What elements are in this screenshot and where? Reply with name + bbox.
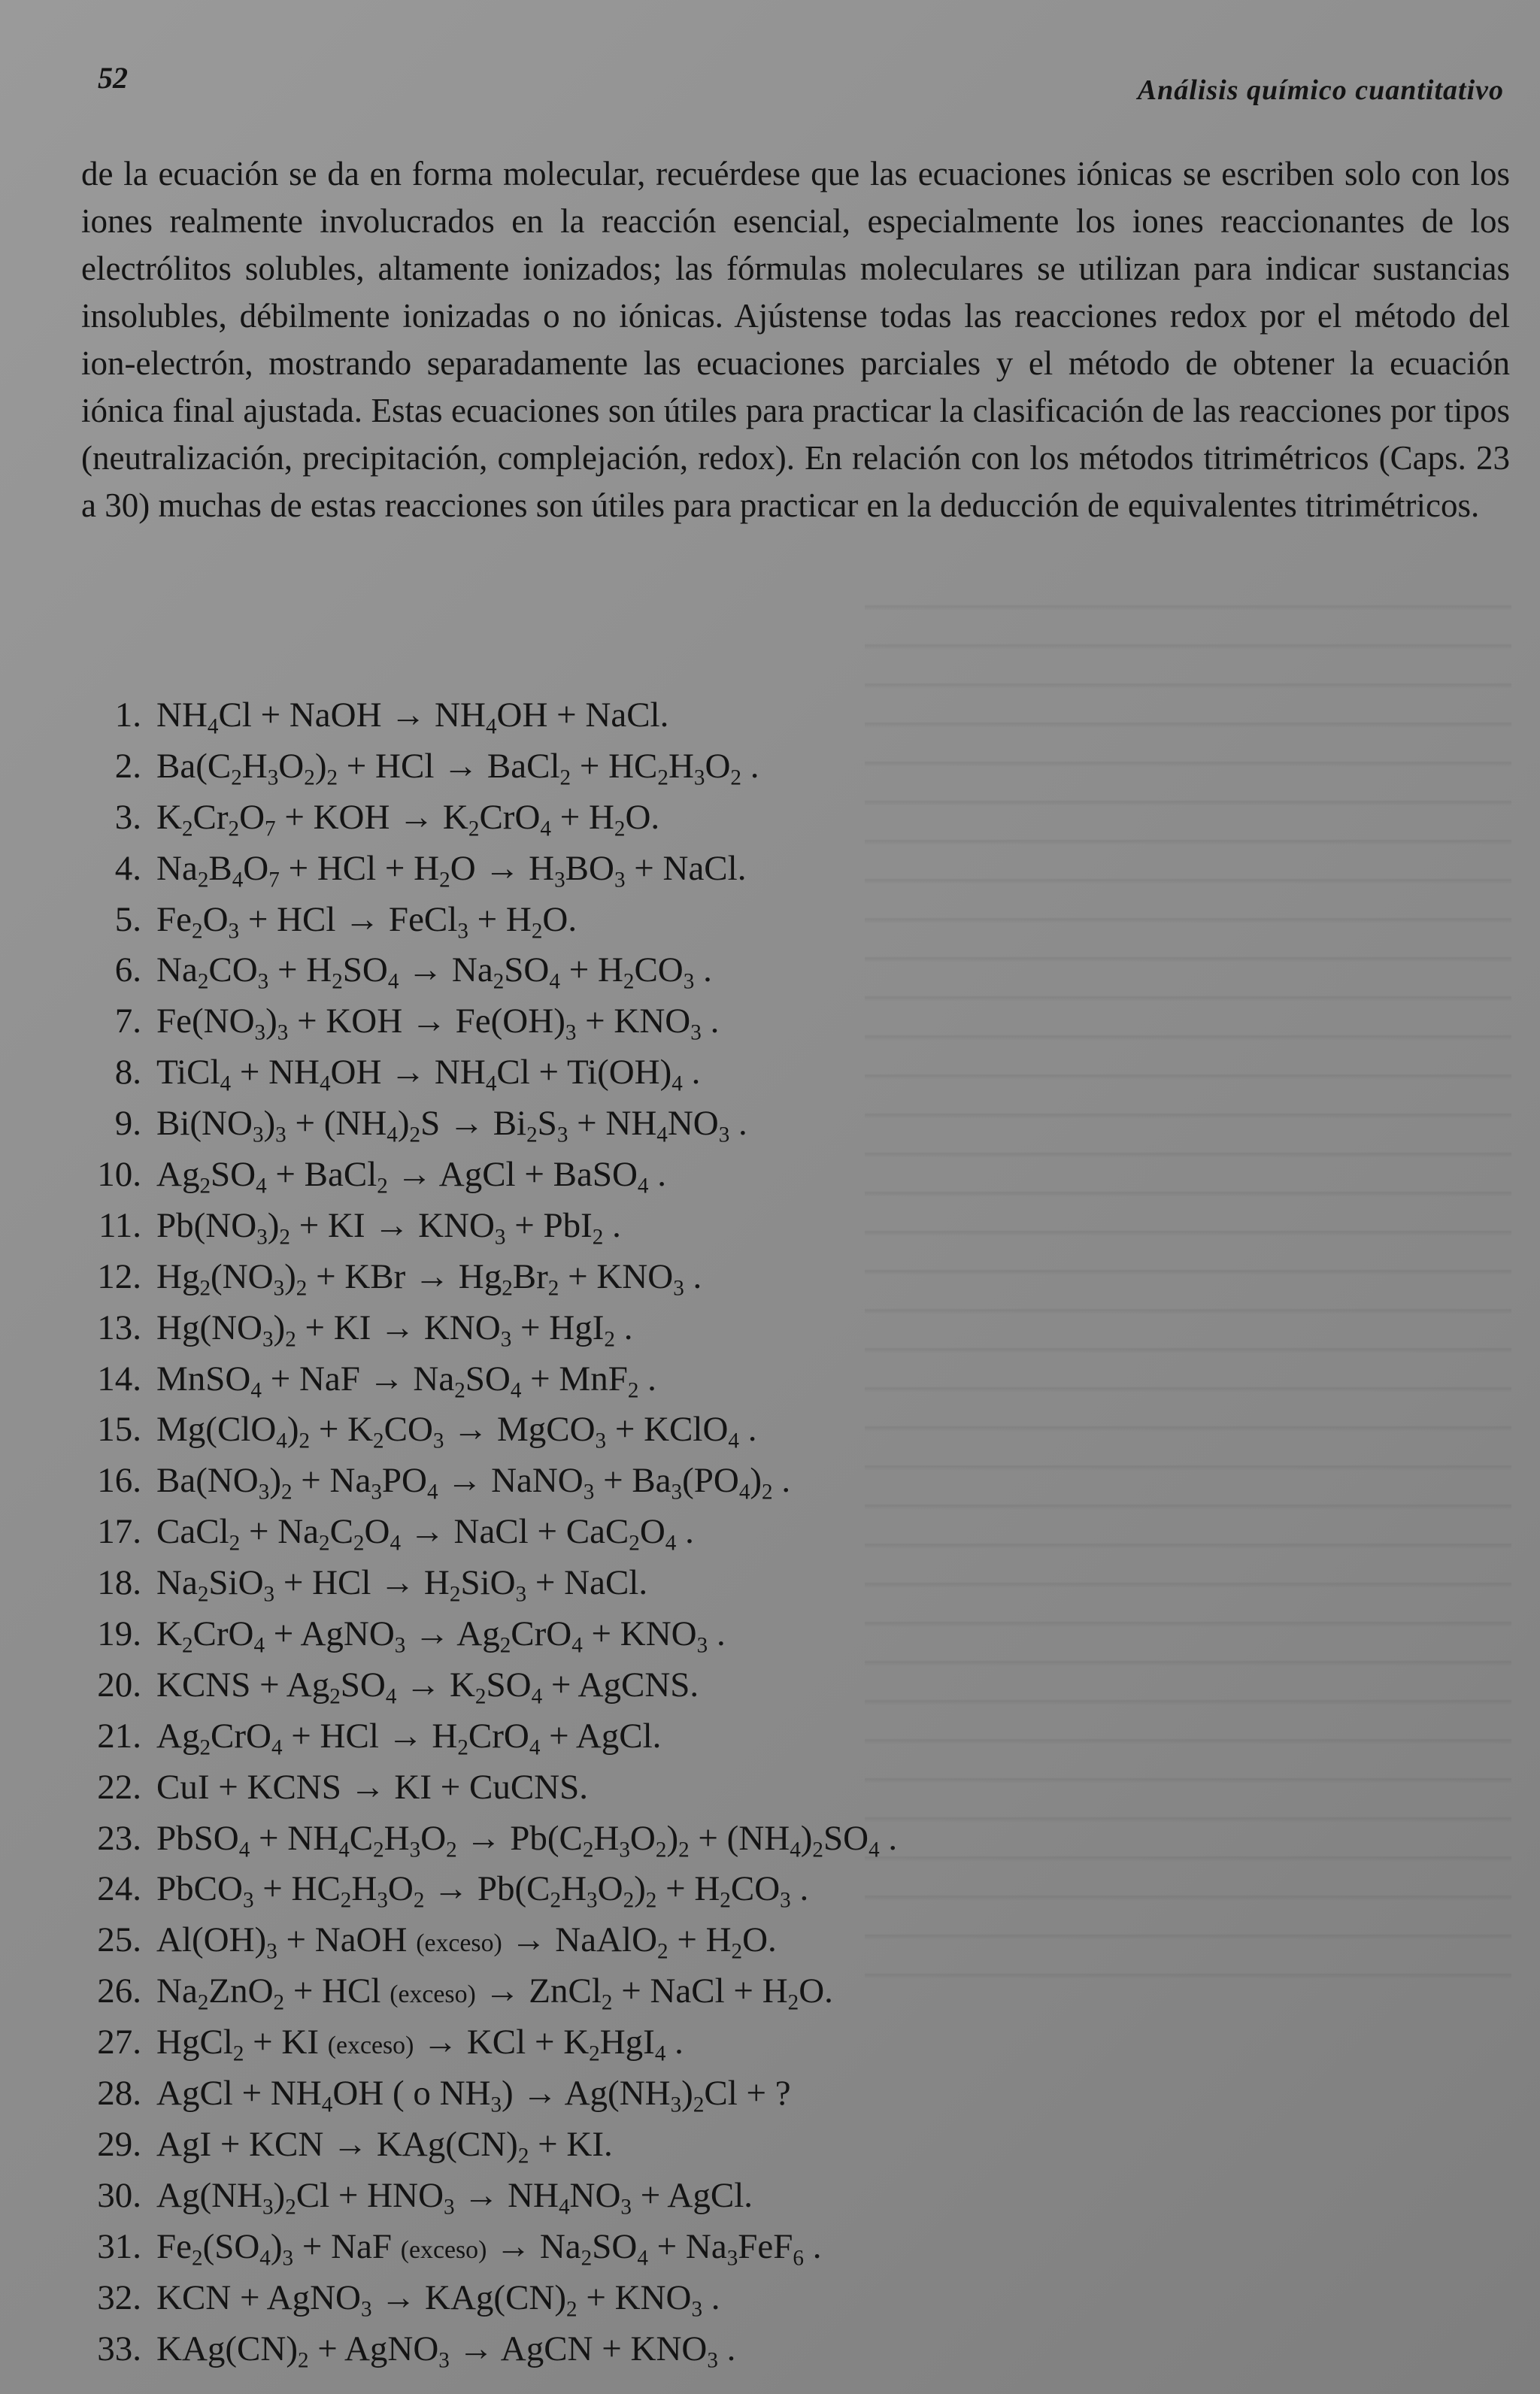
reaction-equation: HgCl$_2$ + KI (exceso) → KCl + $K_2HgI_4$ . (156, 2023, 684, 2066)
reaction-number: 9. (114, 1104, 141, 1144)
reaction-number: 5. (114, 899, 141, 939)
reaction-equation: $Ag_2CrO_4$ + HCl → $H_2CrO_4$ + AgCl. (156, 1716, 662, 1760)
reaction-number: 33. (97, 2329, 141, 2368)
reaction-item (60, 945, 1414, 996)
reaction-equation: $Fe_2O_3$ + HCl → FeCl$_3$ + $H_2O$. (156, 899, 578, 943)
reaction-item (60, 1609, 1414, 1660)
reaction-list (60, 690, 1414, 2374)
reaction-equation: TiCl$_4$ + $NH_4OH \to NH_4Cl + Ti(OH)_4$ . (156, 1053, 701, 1096)
reaction-number: 25. (97, 1920, 141, 1960)
reaction-number: 11. (98, 1205, 141, 1245)
reaction-item (60, 1456, 1414, 1507)
reaction-number: 4. (114, 848, 141, 888)
reaction-equation: $Ba(NO_3)_2 + Na_3PO_4$ → NaNO$_3$ + $Ba_3(PO_4)_2$ . (156, 1461, 791, 1505)
reaction-number: 18. (97, 1563, 141, 1603)
reaction-number: 6. (114, 950, 141, 990)
reaction-item (60, 1150, 1414, 1201)
reaction-number: 26. (97, 1971, 141, 2011)
reaction-item (60, 1814, 1414, 1865)
reaction-item (60, 792, 1414, 844)
reaction-equation: $Fe_2(SO_4)_3$ + NaF (exceso) → $Na_2SO_4 + Na_3FeF_6$ . (156, 2226, 822, 2271)
reaction-equation: $NH_4Cl$ + NaOH → $NH_4OH$ + NaCl. (156, 695, 669, 739)
reaction-item (60, 1405, 1414, 1456)
reaction-item (60, 996, 1414, 1047)
reaction-number: 32. (97, 2277, 141, 2317)
reaction-equation: KCNS + $Ag_2SO_4 \to K_2SO_4$ + AgCNS. (156, 1665, 699, 1709)
reaction-equation: $Ba(C_2H_3O_2)_2$ + HCl → BaCl$_2$ + $HC_2H_3O_2$ . (156, 746, 759, 790)
intro-paragraph: de la ecuación se da en forma molecular, recuérdese que las ecuaciones iónicas se escriben solo con los iones realmente involucrados en la reacción esencial, especialmente los iones reaccionantes de los electrólitos solubles, altamente ionizados; las fórmulas moleculares se utilizan para indicar sustancias insolubles, débilmente ionizadas o no iónicas. Ajústense todas las reacciones redox por el método del ion-electrón, mostrando separadamente las ecuaciones parciales y el método de obtener la ecuación iónica final ajustada. Estas ecuaciones son útiles para practicar la clasificación de las reacciones por tipos (neutralización, precipitación, complejación, redox). En relación con los métodos titrimétricos (Caps. 23 a 30) muchas de estas reacciones son útiles para practicar en la deducción de equivalentes titrimétricos. (81, 155, 1510, 524)
running-head: Análisis químico cuantitativo (1137, 74, 1504, 106)
reaction-number: 2. (114, 746, 141, 786)
reaction-item (60, 1915, 1414, 1966)
reaction-equation: $Bi(NO_3)_3 + (NH_4)_2S \to Bi_2S_3 + NH_4NO_3$ . (156, 1104, 747, 1147)
reaction-equation: $Pb(NO_3)_2$ + KI → $KNO_3 + PbI_2$ . (156, 1205, 621, 1250)
reaction-number: 16. (97, 1461, 141, 1501)
reaction-number: 27. (97, 2023, 141, 2062)
reaction-equation: CuI + KCNS → KI + CuCNS. (156, 1767, 589, 1807)
reaction-item (60, 1047, 1414, 1099)
reaction-item (60, 1303, 1414, 1354)
reaction-item (60, 1864, 1414, 1915)
reaction-item (60, 2120, 1414, 2171)
page-number: 52 (98, 61, 128, 95)
reaction-item (60, 1711, 1414, 1762)
reaction-number: 8. (114, 1053, 141, 1092)
reaction-equation: $Na_2CO_3 + H_2SO_4 \to Na_2SO_4 + H_2CO_3$ . (156, 950, 712, 994)
reaction-equation: MnSO$_4$ + NaF → $Na_2SO_4 + MnF_2$ . (156, 1359, 656, 1402)
reaction-number: 20. (97, 1665, 141, 1705)
reaction-equation: $Ag(NH_3)_2Cl + HNO_3 \to NH_4NO_3$ + AgCl. (156, 2175, 753, 2220)
reaction-item (60, 2273, 1414, 2324)
reaction-equation: $Hg_2(NO_3)_2$ + KBr → $Hg_2Br_2 + KNO_3$ . (156, 1256, 702, 1301)
reaction-item (60, 2068, 1414, 2120)
reaction-number: 15. (97, 1410, 141, 1450)
reaction-number: 17. (97, 1512, 141, 1552)
reaction-equation: $Ag_2SO_4$ + BaCl$_2$ → AgCl + BaSO$_4$ . (156, 1155, 666, 1199)
reaction-item (60, 1252, 1414, 1303)
reaction-number: 30. (97, 2175, 141, 2215)
reaction-number: 28. (97, 2074, 141, 2114)
reaction-number: 29. (97, 2124, 141, 2164)
reaction-item (60, 1507, 1414, 1558)
reaction-item (60, 2171, 1414, 2222)
reaction-equation: $Na_2SiO_3$ + HCl → $H_2SiO_3$ + NaCl. (156, 1563, 648, 1607)
reaction-number: 13. (97, 1308, 141, 1347)
reaction-item (60, 1201, 1414, 1252)
reaction-number: 31. (97, 2226, 141, 2266)
reaction-item (60, 2017, 1414, 2068)
reaction-number: 10. (97, 1155, 141, 1195)
reaction-number: 24. (97, 1869, 141, 1909)
reaction-item (60, 1762, 1414, 1814)
reaction-number: 1. (114, 695, 141, 735)
reaction-number: 22. (97, 1767, 141, 1807)
reaction-number: 19. (97, 1614, 141, 1654)
reaction-equation: KCN + AgNO$_3$ → $KAg(CN)_2 + KNO_3$ . (156, 2277, 720, 2321)
reaction-item (60, 1558, 1414, 1609)
reaction-equation: $K_2CrO_4$ + AgNO$_3$ → $Ag_2CrO_4 + KNO_3$ . (156, 1614, 726, 1658)
reaction-item (60, 1099, 1414, 1150)
reaction-equation: $Mg(ClO_4)_2 + K_2CO_3$ → MgCO$_3$ + KClO$_4$ . (156, 1410, 757, 1453)
reaction-equation: $Na_2B_4O_7$ + HCl + $H_2O \to H_3BO_3$ + NaCl. (156, 848, 747, 892)
reaction-equation: $K_2Cr_2O_7$ + KOH → $K_2CrO_4 + H_2O$. (156, 797, 660, 841)
reaction-item (60, 2222, 1414, 2273)
reaction-equation: $Fe(NO_3)_3$ + KOH → $Fe(OH)_3 + KNO_3$ . (156, 1002, 720, 1045)
reaction-item (60, 844, 1414, 895)
reaction-equation: CaCl$_2$ + $Na_2C_2O_4$ → NaCl + $CaC_2O_4$ . (156, 1512, 694, 1556)
reaction-number: 12. (97, 1256, 141, 1296)
reaction-item (60, 741, 1414, 792)
reaction-equation: $Al(OH)_3$ + NaOH (exceso) → NaAlO$_2$ + $H_2O$. (156, 1920, 777, 1964)
reaction-equation: AgCl + $NH_4OH$ ( o $NH_3) \to Ag(NH_3)_2Cl$ + ? (156, 2074, 791, 2117)
reaction-item (60, 895, 1414, 946)
reaction-item (60, 1660, 1414, 1711)
page-header (98, 60, 1511, 105)
reaction-item (60, 2324, 1414, 2375)
reaction-equation: $Na_2ZnO_2$ + HCl (exceso) → ZnCl$_2$ + NaCl + $H_2O$. (156, 1971, 833, 2015)
reaction-item (60, 690, 1414, 741)
reaction-equation: PbCO$_3$ + $HC_2H_3O_2 \to Pb(C_2H_3O_2)_2 + H_2CO_3$ . (156, 1869, 809, 1913)
reaction-equation: AgI + KCN → $KAg(CN)_2$ + KI. (156, 2124, 613, 2168)
reaction-number: 21. (97, 1716, 141, 1756)
reaction-number: 7. (114, 1002, 141, 1041)
reaction-number: 3. (114, 797, 141, 837)
reaction-equation: PbSO$_4$ + $NH_4C_2H_3O_2 \to Pb(C_2H_3O_2)_2 + (NH_4)_2SO_4$ . (156, 1818, 898, 1862)
reaction-number: 14. (97, 1359, 141, 1399)
reaction-number: 23. (97, 1818, 141, 1858)
reaction-item (60, 1966, 1414, 2017)
reaction-equation: $KAg(CN)_2$ + AgNO$_3$ → AgCN + $KNO_3$ . (156, 2329, 736, 2372)
reaction-equation: $Hg(NO_3)_2$ + KI → $KNO_3 + HgI_2$ . (156, 1308, 633, 1351)
reaction-item (60, 1354, 1414, 1405)
